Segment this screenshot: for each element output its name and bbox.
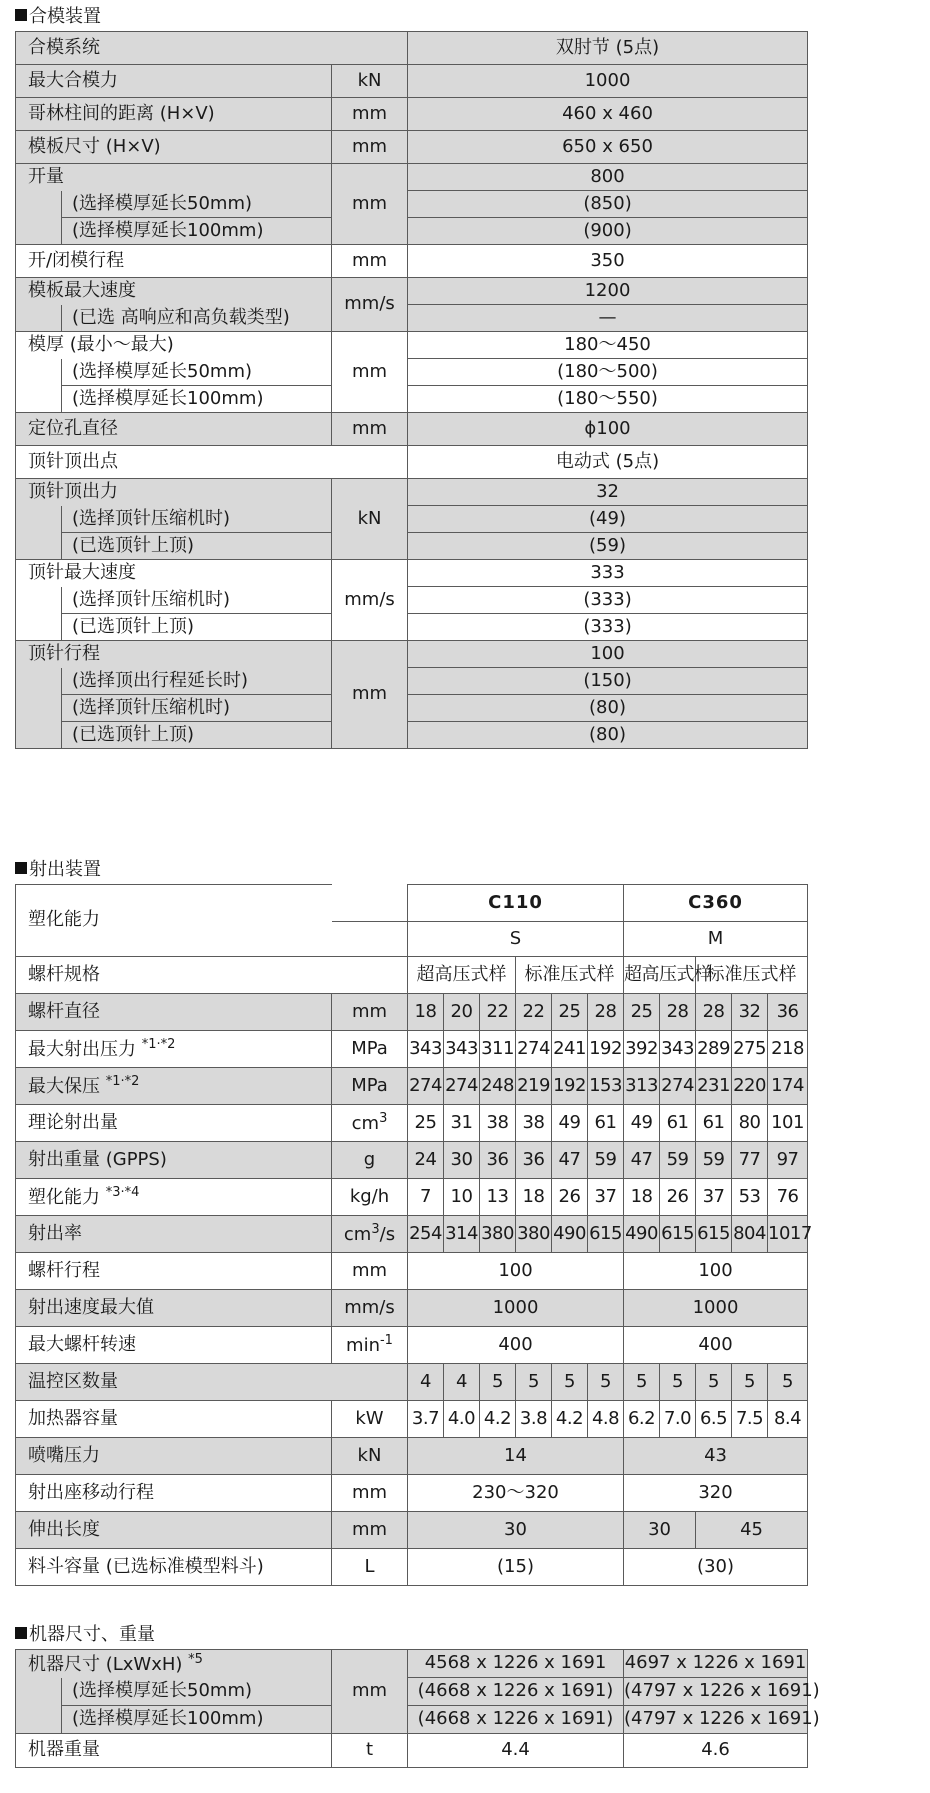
unit: mm bbox=[332, 994, 408, 1031]
label: 最大螺杆转速 bbox=[16, 1327, 332, 1364]
footnote: *3·*4 bbox=[105, 1185, 140, 1201]
cell: 4.0 bbox=[444, 1401, 480, 1438]
value-c360: 43 bbox=[624, 1438, 808, 1475]
value: (900) bbox=[408, 218, 808, 245]
cell: 254 bbox=[408, 1216, 444, 1253]
cell: 22 bbox=[480, 994, 516, 1031]
unit: mm/s bbox=[332, 278, 408, 332]
value: 800 bbox=[408, 164, 808, 191]
cell: 5 bbox=[480, 1364, 516, 1401]
sub-label: (选择顶针压缩机时) bbox=[62, 587, 332, 614]
unit: kN bbox=[332, 1438, 408, 1475]
cell: 311 bbox=[480, 1031, 516, 1068]
value: (150) bbox=[408, 668, 808, 695]
label: 顶针顶出力 bbox=[16, 479, 332, 506]
unit: kN bbox=[332, 65, 408, 98]
value: 100 bbox=[408, 641, 808, 668]
unit-c360: C360 bbox=[624, 885, 808, 922]
label bbox=[16, 1179, 332, 1216]
label: 射出率 bbox=[16, 1216, 332, 1253]
cell: 61 bbox=[660, 1105, 696, 1142]
size-s: S bbox=[408, 922, 624, 957]
value: 650 x 650 bbox=[408, 131, 808, 164]
value: (850) bbox=[408, 191, 808, 218]
value: 350 bbox=[408, 245, 808, 278]
value: 180～450 bbox=[408, 332, 808, 359]
cell: 4.2 bbox=[552, 1401, 588, 1438]
unit: mm bbox=[332, 164, 408, 245]
unit: MPa bbox=[332, 1068, 408, 1105]
sub-label: (选择顶针压缩机时) bbox=[62, 695, 332, 722]
unit-sup: 3 bbox=[379, 1111, 388, 1127]
cell: 28 bbox=[660, 994, 696, 1031]
cell: 1017 bbox=[768, 1216, 808, 1253]
sub-label: (选择模厚延长100mm) bbox=[62, 218, 332, 245]
value: 333 bbox=[408, 560, 808, 587]
indent bbox=[16, 359, 62, 413]
cell: 615 bbox=[588, 1216, 624, 1253]
label: 射出座移动行程 bbox=[16, 1475, 332, 1512]
label-text: 塑化能力 bbox=[28, 1187, 100, 1209]
cell: 274 bbox=[516, 1031, 552, 1068]
label: 开/闭模行程 bbox=[16, 245, 332, 278]
indent bbox=[16, 587, 62, 641]
square-bullet-icon bbox=[15, 1627, 27, 1639]
value-c110: 4.4 bbox=[408, 1734, 624, 1768]
label: 理论射出量 bbox=[16, 1105, 332, 1142]
unit-tail: /s bbox=[379, 1224, 396, 1246]
value-c360: (4797 x 1226 x 1691) bbox=[624, 1706, 808, 1734]
label: 螺杆规格 bbox=[16, 957, 408, 994]
value: 460 x 460 bbox=[408, 98, 808, 131]
cell: 6.5 bbox=[696, 1401, 732, 1438]
label: 顶针顶出点 bbox=[16, 446, 408, 479]
label bbox=[16, 1031, 332, 1068]
value: ϕ100 bbox=[408, 413, 808, 446]
cell: 36 bbox=[480, 1142, 516, 1179]
sub-label: (已选顶针上顶) bbox=[62, 722, 332, 749]
cell: 10 bbox=[444, 1179, 480, 1216]
blank bbox=[332, 885, 408, 922]
unit: t bbox=[332, 1734, 408, 1768]
cell: 231 bbox=[696, 1068, 732, 1105]
cell: 490 bbox=[552, 1216, 588, 1253]
section-title-machine: 机器尺寸、重量 bbox=[15, 1622, 155, 1644]
cell: 37 bbox=[588, 1179, 624, 1216]
cell: 31 bbox=[444, 1105, 480, 1142]
value-c360: (4797 x 1226 x 1691) bbox=[624, 1678, 808, 1706]
type: 标准压式样 bbox=[516, 957, 624, 994]
unit: mm bbox=[332, 332, 408, 413]
cell: 59 bbox=[696, 1142, 732, 1179]
value-c110: 400 bbox=[408, 1327, 624, 1364]
cell: 7.5 bbox=[732, 1401, 768, 1438]
unit: mm bbox=[332, 1650, 408, 1734]
unit: mm bbox=[332, 1512, 408, 1549]
cell: 5 bbox=[732, 1364, 768, 1401]
value-c110: (4668 x 1226 x 1691) bbox=[408, 1706, 624, 1734]
cell: 7 bbox=[408, 1179, 444, 1216]
inject-table bbox=[15, 884, 812, 1586]
cell: 7.0 bbox=[660, 1401, 696, 1438]
cell: 4 bbox=[408, 1364, 444, 1401]
value: 32 bbox=[408, 479, 808, 506]
unit: mm bbox=[332, 1253, 408, 1290]
value-c360-b: 45 bbox=[696, 1512, 808, 1549]
cell: 30 bbox=[444, 1142, 480, 1179]
label: 合模系统 bbox=[16, 32, 408, 65]
value-c110: 14 bbox=[408, 1438, 624, 1475]
cell: 220 bbox=[732, 1068, 768, 1105]
cell: 4 bbox=[444, 1364, 480, 1401]
label: 顶针行程 bbox=[16, 641, 332, 668]
unit bbox=[332, 1216, 408, 1253]
cell: 274 bbox=[408, 1068, 444, 1105]
unit: mm/s bbox=[332, 1290, 408, 1327]
label: 模板尺寸 (H×V) bbox=[16, 131, 332, 164]
cell: 18 bbox=[408, 994, 444, 1031]
cell: 3.7 bbox=[408, 1401, 444, 1438]
label: 顶针最大速度 bbox=[16, 560, 332, 587]
cell: 490 bbox=[624, 1216, 660, 1253]
value-c110: 30 bbox=[408, 1512, 624, 1549]
cell: 5 bbox=[552, 1364, 588, 1401]
unit: mm bbox=[332, 1475, 408, 1512]
blank bbox=[332, 922, 408, 957]
unit: MPa bbox=[332, 1031, 408, 1068]
value: (180～550) bbox=[408, 386, 808, 413]
value: (80) bbox=[408, 695, 808, 722]
cell: 38 bbox=[480, 1105, 516, 1142]
indent bbox=[16, 668, 62, 749]
type: 标准压式样 bbox=[696, 957, 808, 994]
cell: 61 bbox=[696, 1105, 732, 1142]
square-bullet-icon bbox=[15, 862, 27, 874]
value-c110: (15) bbox=[408, 1549, 624, 1586]
value-c360: 4697 x 1226 x 1691 bbox=[624, 1650, 808, 1678]
unit-text: min bbox=[346, 1335, 380, 1357]
cell: 5 bbox=[768, 1364, 808, 1401]
value: 双肘节 (5点) bbox=[408, 32, 808, 65]
cell: 32 bbox=[732, 994, 768, 1031]
unit: g bbox=[332, 1142, 408, 1179]
plasticizing-header: 塑化能力 bbox=[16, 885, 332, 957]
label: 料斗容量 (已选标准模型料斗) bbox=[16, 1549, 332, 1586]
cell: 38 bbox=[516, 1105, 552, 1142]
label: 最大合模力 bbox=[16, 65, 332, 98]
unit bbox=[332, 1105, 408, 1142]
cell: 47 bbox=[624, 1142, 660, 1179]
value: (333) bbox=[408, 587, 808, 614]
cell: 20 bbox=[444, 994, 480, 1031]
value-c360: (30) bbox=[624, 1549, 808, 1586]
cell: 77 bbox=[732, 1142, 768, 1179]
label: 射出重量 (GPPS) bbox=[16, 1142, 332, 1179]
value-c110: (4668 x 1226 x 1691) bbox=[408, 1678, 624, 1706]
value: — bbox=[408, 305, 808, 332]
value-c110: 100 bbox=[408, 1253, 624, 1290]
value: (333) bbox=[408, 614, 808, 641]
cell: 13 bbox=[480, 1179, 516, 1216]
sub-label: (选择模厚延长100mm) bbox=[62, 386, 332, 413]
clamp-table bbox=[15, 31, 808, 749]
value-c360-a: 30 bbox=[624, 1512, 696, 1549]
cell: 392 bbox=[624, 1031, 660, 1068]
indent bbox=[16, 506, 62, 560]
sub-label: (已选顶针上顶) bbox=[62, 533, 332, 560]
cell: 26 bbox=[552, 1179, 588, 1216]
label: 模厚 (最小～最大) bbox=[16, 332, 332, 359]
cell: 49 bbox=[552, 1105, 588, 1142]
unit bbox=[332, 1327, 408, 1364]
sub-label: (选择模厚延长50mm) bbox=[62, 191, 332, 218]
cell: 241 bbox=[552, 1031, 588, 1068]
cell: 37 bbox=[696, 1179, 732, 1216]
cell: 5 bbox=[588, 1364, 624, 1401]
cell: 248 bbox=[480, 1068, 516, 1105]
label bbox=[16, 1068, 332, 1105]
cell: 6.2 bbox=[624, 1401, 660, 1438]
sub-label: (已选 高响应和高负载类型) bbox=[62, 305, 332, 332]
label: 螺杆行程 bbox=[16, 1253, 332, 1290]
label: 温控区数量 bbox=[16, 1364, 408, 1401]
value: 电动式 (5点) bbox=[408, 446, 808, 479]
cell: 174 bbox=[768, 1068, 808, 1105]
cell: 314 bbox=[444, 1216, 480, 1253]
cell: 25 bbox=[624, 994, 660, 1031]
sub-label: (选择顶出行程延长时) bbox=[62, 668, 332, 695]
section-title-inject: 射出装置 bbox=[15, 857, 101, 879]
footnote: *5 bbox=[188, 1651, 203, 1667]
sub-label: (选择模厚延长50mm) bbox=[62, 1678, 332, 1706]
value-c360: 400 bbox=[624, 1327, 808, 1364]
value-c360: 1000 bbox=[624, 1290, 808, 1327]
cell: 22 bbox=[516, 994, 552, 1031]
type: 超高压式样 bbox=[624, 957, 696, 994]
cell: 380 bbox=[480, 1216, 516, 1253]
cell: 25 bbox=[408, 1105, 444, 1142]
unit: mm/s bbox=[332, 560, 408, 641]
cell: 18 bbox=[624, 1179, 660, 1216]
cell: 343 bbox=[408, 1031, 444, 1068]
cell: 28 bbox=[588, 994, 624, 1031]
value: (80) bbox=[408, 722, 808, 749]
cell: 218 bbox=[768, 1031, 808, 1068]
cell: 274 bbox=[660, 1068, 696, 1105]
cell: 18 bbox=[516, 1179, 552, 1216]
cell: 61 bbox=[588, 1105, 624, 1142]
cell: 28 bbox=[696, 994, 732, 1031]
cell: 192 bbox=[588, 1031, 624, 1068]
label: 螺杆直径 bbox=[16, 994, 332, 1031]
cell: 343 bbox=[444, 1031, 480, 1068]
cell: 615 bbox=[660, 1216, 696, 1253]
cell: 192 bbox=[552, 1068, 588, 1105]
label: 开量 bbox=[16, 164, 332, 191]
cell: 49 bbox=[624, 1105, 660, 1142]
label: 射出速度最大值 bbox=[16, 1290, 332, 1327]
cell: 80 bbox=[732, 1105, 768, 1142]
cell: 59 bbox=[660, 1142, 696, 1179]
cell: 25 bbox=[552, 994, 588, 1031]
cell: 5 bbox=[624, 1364, 660, 1401]
unit: kN bbox=[332, 479, 408, 560]
size-m: M bbox=[624, 922, 808, 957]
cell: 8.4 bbox=[768, 1401, 808, 1438]
unit: mm bbox=[332, 413, 408, 446]
sub-label: (选择顶针压缩机时) bbox=[62, 506, 332, 533]
indent bbox=[16, 1678, 62, 1734]
cell: 3.8 bbox=[516, 1401, 552, 1438]
cell: 36 bbox=[516, 1142, 552, 1179]
machine-table bbox=[15, 1649, 820, 1768]
value: 1200 bbox=[408, 278, 808, 305]
unit: kg/h bbox=[332, 1179, 408, 1216]
cell: 4.2 bbox=[480, 1401, 516, 1438]
cell: 4.8 bbox=[588, 1401, 624, 1438]
value: (49) bbox=[408, 506, 808, 533]
cell: 97 bbox=[768, 1142, 808, 1179]
cell: 5 bbox=[696, 1364, 732, 1401]
unit-sup: 3 bbox=[371, 1222, 380, 1238]
unit-text: cm bbox=[343, 1224, 372, 1246]
label bbox=[16, 1650, 332, 1678]
unit: kW bbox=[332, 1401, 408, 1438]
cell: 153 bbox=[588, 1068, 624, 1105]
cell: 380 bbox=[516, 1216, 552, 1253]
cell: 47 bbox=[552, 1142, 588, 1179]
unit: L bbox=[332, 1549, 408, 1586]
label: 喷嘴压力 bbox=[16, 1438, 332, 1475]
value-c360: 320 bbox=[624, 1475, 808, 1512]
unit-sup: -1 bbox=[379, 1333, 393, 1349]
label: 伸出长度 bbox=[16, 1512, 332, 1549]
cell: 615 bbox=[696, 1216, 732, 1253]
cell: 274 bbox=[444, 1068, 480, 1105]
indent bbox=[16, 305, 62, 332]
value-c360: 100 bbox=[624, 1253, 808, 1290]
unit: mm bbox=[332, 641, 408, 749]
cell: 24 bbox=[408, 1142, 444, 1179]
cell: 804 bbox=[732, 1216, 768, 1253]
unit: mm bbox=[332, 131, 408, 164]
value-c110: 230～320 bbox=[408, 1475, 624, 1512]
square-bullet-icon bbox=[15, 9, 27, 21]
cell: 26 bbox=[660, 1179, 696, 1216]
cell: 289 bbox=[696, 1031, 732, 1068]
cell: 275 bbox=[732, 1031, 768, 1068]
cell: 76 bbox=[768, 1179, 808, 1216]
label-text: 最大保压 bbox=[28, 1076, 100, 1098]
label-text: 最大射出压力 bbox=[28, 1039, 136, 1061]
sub-label: (选择模厚延长50mm) bbox=[62, 359, 332, 386]
cell: 101 bbox=[768, 1105, 808, 1142]
value: (180～500) bbox=[408, 359, 808, 386]
cell: 313 bbox=[624, 1068, 660, 1105]
value-c110: 1000 bbox=[408, 1290, 624, 1327]
label: 模板最大速度 bbox=[16, 278, 332, 305]
unit: mm bbox=[332, 245, 408, 278]
type: 超高压式样 bbox=[408, 957, 516, 994]
cell: 343 bbox=[660, 1031, 696, 1068]
value: (59) bbox=[408, 533, 808, 560]
label: 定位孔直径 bbox=[16, 413, 332, 446]
label: 机器重量 bbox=[16, 1734, 332, 1768]
value-c110: 4568 x 1226 x 1691 bbox=[408, 1650, 624, 1678]
unit: mm bbox=[332, 98, 408, 131]
cell: 5 bbox=[660, 1364, 696, 1401]
sub-label: (选择模厚延长100mm) bbox=[62, 1706, 332, 1734]
label-text: 机器尺寸 (LxWxH) bbox=[28, 1653, 183, 1675]
footnote: *1·*2 bbox=[141, 1037, 176, 1053]
value-c360: 4.6 bbox=[624, 1734, 808, 1768]
cell: 59 bbox=[588, 1142, 624, 1179]
cell: 5 bbox=[516, 1364, 552, 1401]
cell: 36 bbox=[768, 994, 808, 1031]
label: 哥林柱间的距离 (H×V) bbox=[16, 98, 332, 131]
sub-label: (已选顶针上顶) bbox=[62, 614, 332, 641]
section-title-clamp: 合模装置 bbox=[15, 4, 101, 26]
label: 加热器容量 bbox=[16, 1401, 332, 1438]
cell: 219 bbox=[516, 1068, 552, 1105]
value: 1000 bbox=[408, 65, 808, 98]
unit-text: cm bbox=[351, 1113, 380, 1135]
unit-c110: C110 bbox=[408, 885, 624, 922]
cell: 53 bbox=[732, 1179, 768, 1216]
indent bbox=[16, 191, 62, 245]
footnote: *1·*2 bbox=[105, 1074, 140, 1090]
